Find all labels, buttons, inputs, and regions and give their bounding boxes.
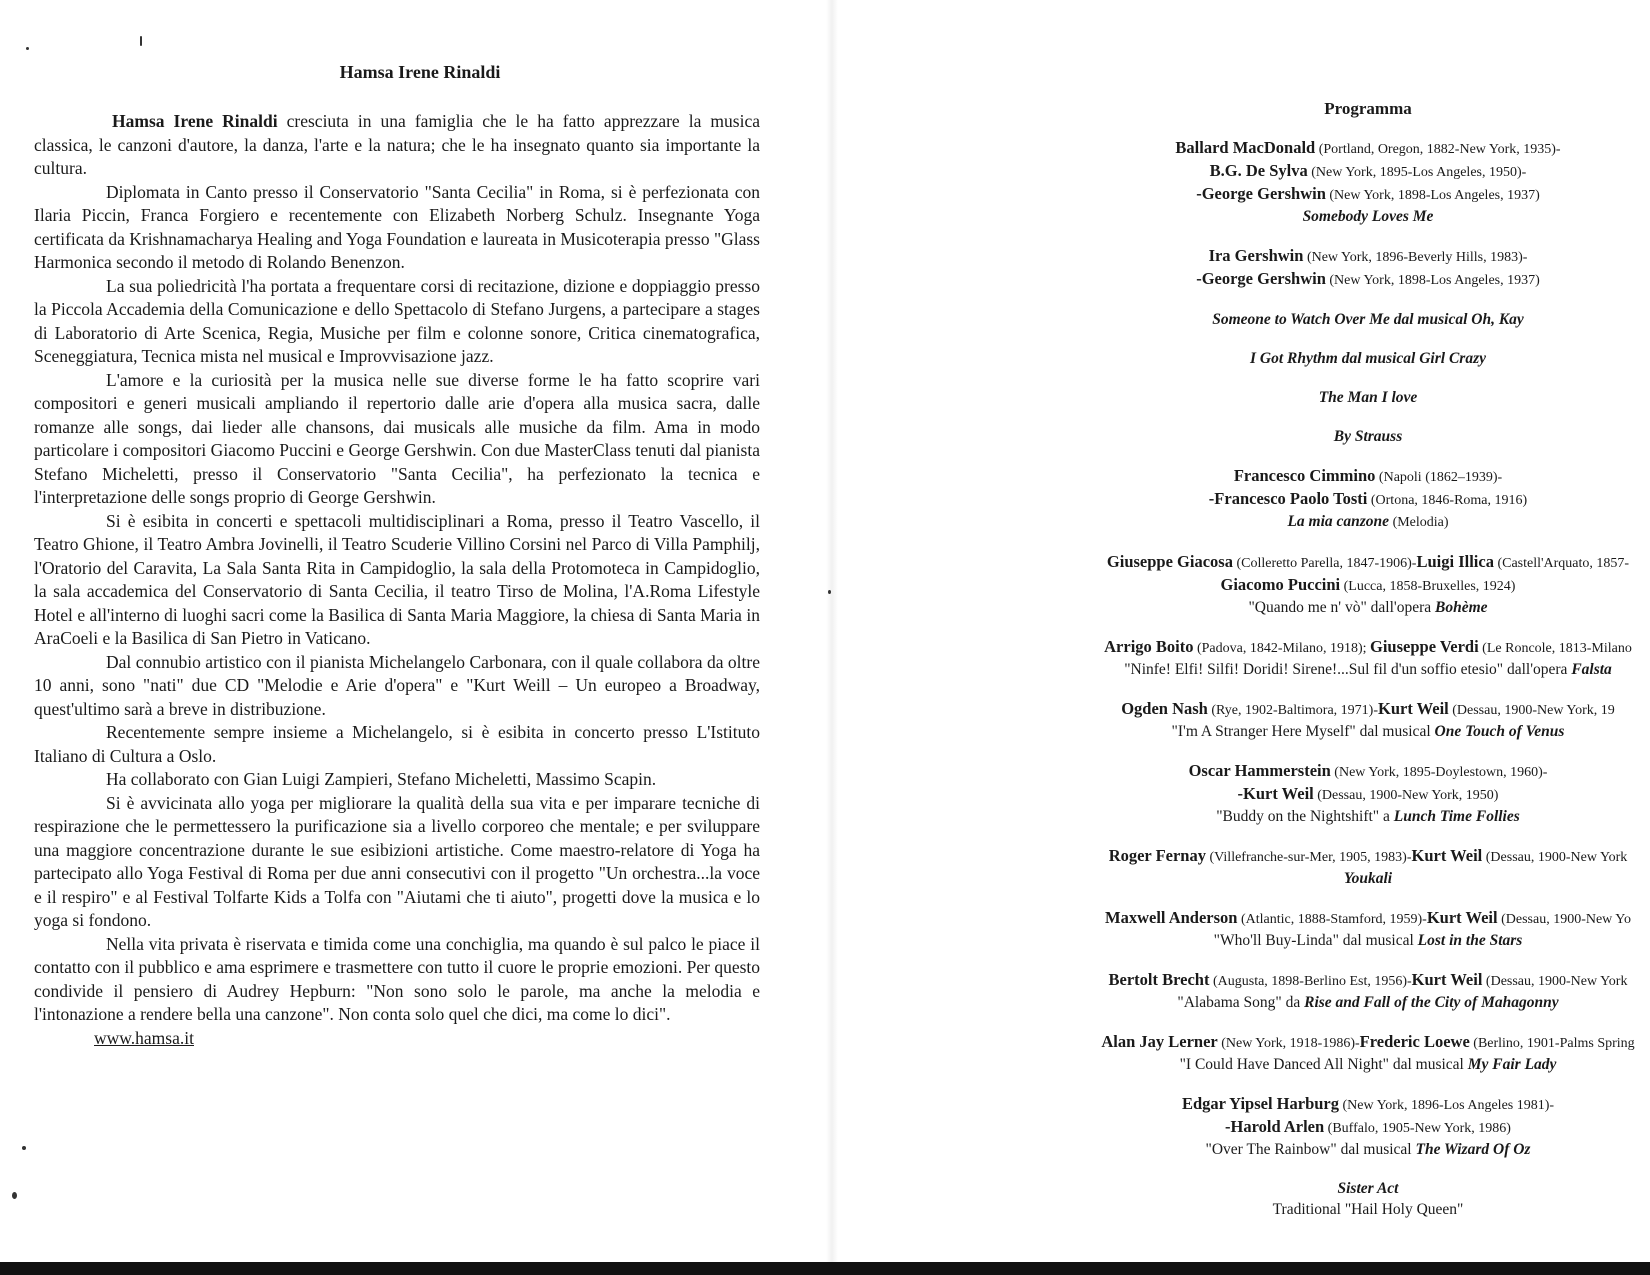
work-title: Somebody Loves Me xyxy=(1302,208,1434,225)
bio-paragraph: Recentemente sempre insieme a Michelangelo, si è esibita in concerto presso L'Istituto Italiano di Cultura a Oslo. xyxy=(34,722,760,766)
bio-title: Hamsa Irene Rinaldi xyxy=(339,62,501,82)
work-title: Someone to Watch Over Me dal musical Oh, Kay xyxy=(1212,311,1524,328)
work-title: The Wizard Of Oz xyxy=(1415,1141,1531,1158)
program-entry: Alan Jay Lerner (New York, 1918-1986)-Frederic Loewe (Berlino, 1901-Palms Spring "I Could Have Danced All Night" dal musical My Fair Lady xyxy=(1101,1032,1635,1073)
bio-paragraph: Nella vita privata è riservata e timida come una conchiglia, ma quando è sul palco le piace il contatto con il pubblico e ama esprimere e trasmettere con tutto il cuore le proprie emozioni. Per questo condivide il pensiero di Audrey Hepburn: "Non sono solo le parole, ma anche la melodia e l'intonazione a rendere bella una canzone". Non conta solo quel che dici, ma come lo dici". xyxy=(34,933,761,1024)
page-fold xyxy=(826,0,838,1262)
bio-paragraph: Si è esibita in concerti e spettacoli multidisciplinari a Roma, presso il Teatro Vascello, il Teatro Ghione, il Teatro Ambra Jovinelli, il Teatro Scuderie Villino Corsini nel Parco di Villa Pamphilj, l'Oratorio del Caravita, La Sala Santa Rita in Campidoglio, la sala della Protomoteca in Campidoglio, la sala accademica del Conservatorio di Santa Cecilia, il teatro Tirso de Molina, l'A.Roma Lifestyle Hotel e all'interno di luoghi sacri come la Basilica di Santa Maria Maggiore, la chiesa di Santa Maria in AraCoeli e la Basilica di San Pietro in Vaticano. xyxy=(34,510,760,648)
work-title: Lost in the Stars xyxy=(1417,932,1523,949)
program-entry: Arrigo Boito (Padova, 1842-Milano, 1918); Giuseppe Verdi (Le Roncole, 1813-Milano "Ninfe! Elfi! Silfi! Doridi! Sirene!...Sul fil d'un soffio etesio" dall'opera Falsta xyxy=(1104,637,1632,678)
bio-paragraph: Dal connubio artistico con il pianista Michelangelo Carbonara, con il quale collabora da oltre 10 anni, sono "nati" due CD "Melodie e Arie d'opera" e "Kurt Weill – Un europeo a Broadway, quest'ultimo sarà a breve in distribuzione. xyxy=(34,651,760,719)
work-title: By Strauss xyxy=(1333,428,1403,445)
program-entry: Sister Act Traditional "Hail Holy Queen" xyxy=(838,1178,1650,1220)
work-title: I Got Rhythm dal musical Girl Crazy xyxy=(1250,350,1486,367)
program-entry: Edgar Yipsel Harburg (New York, 1896-Los Angeles 1981)- -Harold Arlen (Buffalo, 1905-New York, 1986) "Over The Rainbow" dal musical The Wizard Of Oz xyxy=(1181,1094,1555,1158)
right-page xyxy=(838,0,1650,1262)
program-entry: Ira Gershwin (New York, 1896-Beverly Hills, 1983)- -George Gershwin (New York, 1898-Los Angeles, 1937) xyxy=(1196,246,1540,288)
bio-text xyxy=(34,110,760,1050)
program-entry: Roger Fernay (Villefranche-sur-Mer, 1905, 1983)-Kurt Weil (Dessau, 1900-New York Youkali xyxy=(838,845,1650,889)
program-entry: Ogden Nash (Rye, 1902-Baltimora, 1971)-Kurt Weil (Dessau, 1900-New York, 19 "I'm A Stranger Here Myself" dal musical One Touch of Venus xyxy=(1121,699,1615,740)
program-title: Programma xyxy=(1324,99,1412,118)
work-title: My Fair Lady xyxy=(1467,1056,1557,1073)
work-title: Rise and Fall of the City of Mahagonny xyxy=(1304,994,1559,1011)
program-entry: Francesco Cimmino (Napoli (1862–1939)- -Francesco Paolo Tosti (Ortona, 1846-Roma, 1916) La mia canzone (Melodia) xyxy=(1208,466,1528,530)
work-title: Sister Act xyxy=(1337,1180,1399,1197)
program-entry: Oscar Hammerstein (New York, 1895-Doylestown, 1960)- -Kurt Weil (Dessau, 1900-New York, 1950) "Buddy on the Nightshift" a Lunch Time Follies xyxy=(1188,761,1548,825)
scan-mark xyxy=(828,590,831,594)
work-title: One Touch of Venus xyxy=(1434,723,1565,740)
website-link[interactable]: www.hamsa.it xyxy=(94,1027,194,1048)
scan-edge xyxy=(0,1262,1650,1275)
work-title: Youkali xyxy=(1343,870,1393,887)
scan-mark xyxy=(22,1146,26,1150)
program-list xyxy=(838,98,1650,1238)
scan-mark xyxy=(12,1192,17,1199)
program-entry: Giuseppe Giacosa (Colleretto Parella, 1847-1906)-Luigi Illica (Castell'Arquato, 1857- Giacomo Puccini (Lucca, 1858-Bruxelles, 1924) "Quando me n' vò" dall'opera Bohème xyxy=(1106,552,1630,616)
bio-paragraph: Si è avvicinata allo yoga per migliorare la qualità della sua vita e per imparare tecniche di respirazione che le permettessero la purificazione sia a livello corporeo che mentale; e per sviluppare una maggiore concentrazione durante le sue esibizioni artistiche. Come maestro-relatore di Yoga ha partecipato allo Yoga Festival di Roma per due anni consecutivi con il progetto "Un orchestra...la voce e il respiro" e al Festival Tolfarte Kids a Tolfa con "Aiutami che ti aiuto", progetti dove la musica e lo yoga si fondono. xyxy=(34,792,760,930)
bio-paragraph: La sua poliedricità l'ha portata a frequentare corsi di recitazione, dizione e doppiaggio presso la Piccola Accademia della Comunicazione e dello Spettacolo di Stefano Jurgens, a partecipare a stages di Laboratorio di Arte Scenica, Regia, Musiche per film e colonne sonore, Critica cinematografica, Sceneggiatura, Tecnica mista nel musical e Improvvisazione jazz. xyxy=(34,275,760,366)
work-title: The Man I love xyxy=(1318,389,1418,406)
scan-mark xyxy=(140,36,142,46)
work-title: Bohème xyxy=(1435,599,1488,616)
left-page xyxy=(0,0,825,1262)
program-entry: Ballard MacDonald (Portland, Oregon, 1882-New York, 1935)- B.G. De Sylva (New York, 1895-Los Angeles, 1950)- -George Gershwin (New York, 1898-Los Angeles, 1937) Somebody Loves Me xyxy=(838,137,1650,227)
work-title: La mia canzone xyxy=(1287,513,1390,530)
bio-paragraph: Hamsa Irene Rinaldi cresciuta in una famiglia che le ha fatto apprezzare la musica classica, le canzoni d'autore, la danza, l'arte e la natura; che le ha insegnato quanto sia importante la cultura. xyxy=(34,111,760,178)
bio-paragraph: L'amore e la curiosità per la musica nelle sue diverse forme le ha fatto scoprire vari compositori e generi musicali ampliando il repertorio dalle arie d'opera alla musica sacra, dalle romanze alle songs, dai lieder alle chansons, dai musicals alle musiche da film. Ama in modo particolare i compositori Giacomo Puccini e George Gershwin. Con due MasterClass tenuti dal pianista Stefano Micheletti, presso il Conservatorio "Santa Cecilia", ha perfezionato la tecnica e l'interpretazione delle songs proprio di George Gershwin. xyxy=(34,369,760,507)
bio-paragraph: Ha collaborato con Gian Luigi Zampieri, Stefano Micheletti, Massimo Scapin. xyxy=(106,769,657,789)
bio-paragraph: Diplomata in Canto presso il Conservatorio "Santa Cecilia" in Roma, si è perfezionata con Ilaria Piccin, Franca Forgiero e recentemente con Elizabeth Norberg Schulz. Insegnante Yoga certificata da Krishnamacharya Healing and Yoga Foundation e laureata in Musicoterapia presso "Glass Harmonica secondo il metodo di Rolando Benenzon. xyxy=(34,181,760,272)
scan-mark xyxy=(26,47,29,50)
program-entry: Bertolt Brecht (Augusta, 1898-Berlino Est, 1956)-Kurt Weil (Dessau, 1900-New York "Alabama Song" da Rise and Fall of the City of Mahagonny xyxy=(1108,970,1628,1011)
work-title: Falsta xyxy=(1571,661,1612,678)
program-entry: Maxwell Anderson (Atlantic, 1888-Stamford, 1959)-Kurt Weil (Dessau, 1900-New Yo "Who'll Buy-Linda" dal musical Lost in the Stars xyxy=(1105,908,1631,949)
bio-name: Hamsa Irene Rinaldi xyxy=(112,111,278,131)
work-title: Lunch Time Follies xyxy=(1393,808,1520,825)
